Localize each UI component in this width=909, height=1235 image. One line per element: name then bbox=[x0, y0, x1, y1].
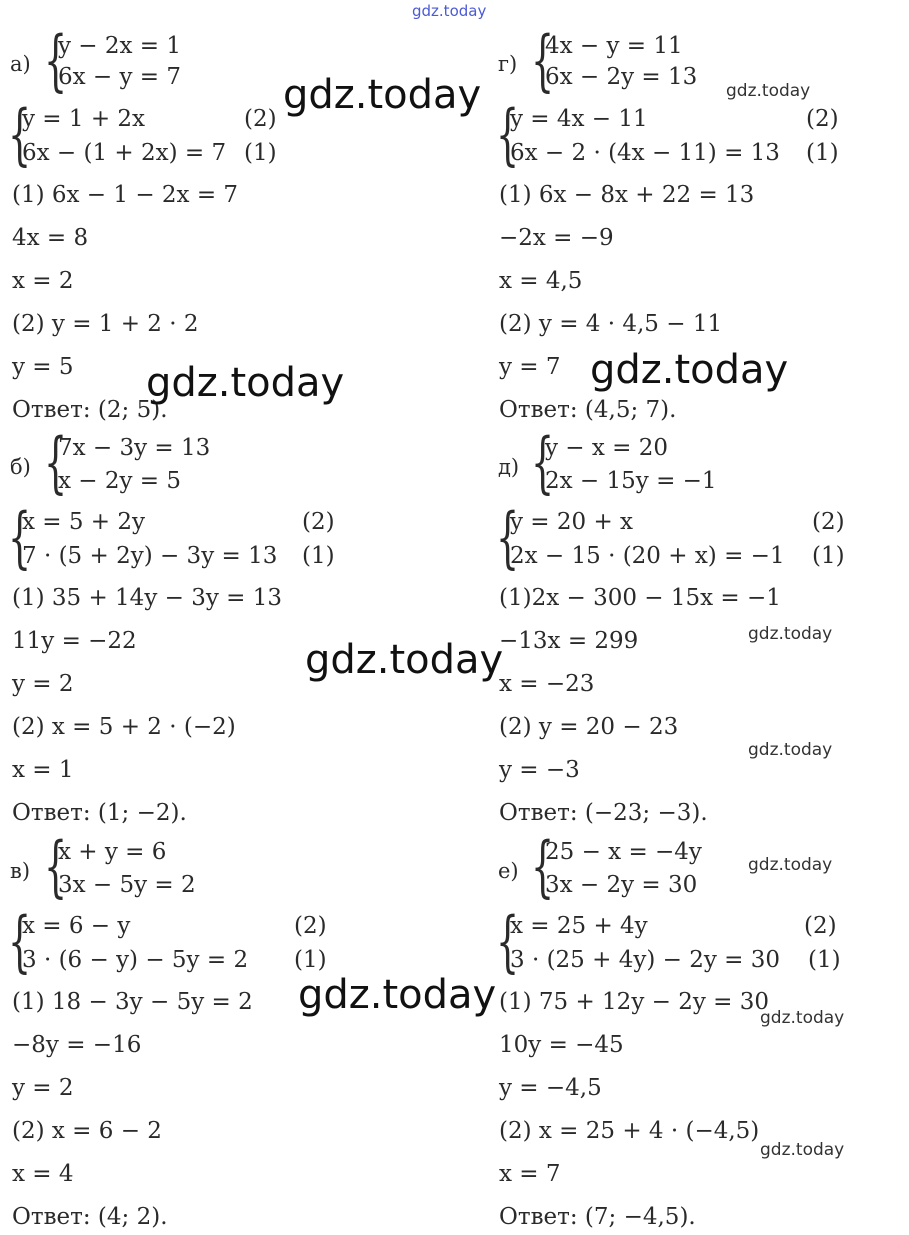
equation: y − x = 20 bbox=[545, 435, 669, 461]
system-brace: { bbox=[8, 499, 32, 576]
solution-step: y = 7 bbox=[499, 354, 561, 380]
system-brace: { bbox=[531, 424, 555, 501]
solution-step: 11y = −22 bbox=[12, 628, 137, 654]
watermark: gdz.today bbox=[726, 81, 811, 101]
solution-step: x = −23 bbox=[499, 671, 595, 697]
equation: 7 · (5 + 2y) − 3y = 13 bbox=[22, 543, 278, 569]
solution-step: (1) 35 + 14y − 3y = 13 bbox=[12, 585, 282, 611]
solution-step: (2) x = 5 + 2 · (−2) bbox=[12, 714, 236, 740]
problem-label-v: в) bbox=[10, 859, 31, 883]
answer: Ответ: (−23; −3). bbox=[499, 800, 708, 826]
solution-step: y = 2 bbox=[12, 1075, 74, 1101]
watermark: gdz.today bbox=[298, 972, 497, 1018]
equation-number: (1) bbox=[302, 543, 335, 569]
system-brace: { bbox=[531, 22, 555, 99]
equation: y = 4x − 11 bbox=[510, 106, 648, 132]
solution-step: (1)2x − 300 − 15x = −1 bbox=[499, 585, 781, 611]
solution-step: (2) y = 20 − 23 bbox=[499, 714, 679, 740]
solution-step: (1) 75 + 12y − 2y = 30 bbox=[499, 989, 769, 1015]
equation: x − 2y = 5 bbox=[58, 468, 182, 494]
equation-number: (2) bbox=[812, 509, 845, 535]
system-brace: { bbox=[496, 903, 520, 980]
solution-step: y = −4,5 bbox=[499, 1075, 602, 1101]
watermark: gdz.today bbox=[748, 855, 833, 875]
equation-number: (2) bbox=[302, 509, 335, 535]
solution-step: y = −3 bbox=[499, 757, 580, 783]
watermark-top: gdz.today bbox=[412, 2, 487, 20]
equation-number: (2) bbox=[294, 913, 327, 939]
watermark: gdz.today bbox=[283, 72, 482, 118]
solution-step: −13x = 299 bbox=[499, 628, 639, 654]
solution-step: 4x = 8 bbox=[12, 225, 89, 251]
solution-step: (2) x = 6 − 2 bbox=[12, 1118, 162, 1144]
equation: y − 2x = 1 bbox=[58, 33, 182, 59]
equation: x + y = 6 bbox=[58, 839, 167, 865]
equation: 3x − 2y = 30 bbox=[545, 872, 698, 898]
equation: x = 6 − y bbox=[22, 913, 131, 939]
system-brace: { bbox=[44, 22, 68, 99]
equation: x = 25 + 4y bbox=[510, 913, 648, 939]
equation-number: (1) bbox=[294, 947, 327, 973]
watermark: gdz.today bbox=[760, 1140, 845, 1160]
solution-step: (1) 18 − 3y − 5y = 2 bbox=[12, 989, 253, 1015]
solution-step: (1) 6x − 8x + 22 = 13 bbox=[499, 182, 755, 208]
solution-step: 10y = −45 bbox=[499, 1032, 624, 1058]
solution-step: x = 2 bbox=[12, 268, 74, 294]
problem-label-a: а) bbox=[10, 52, 31, 76]
solution-step: x = 4 bbox=[12, 1161, 74, 1187]
answer: Ответ: (7; −4,5). bbox=[499, 1204, 696, 1230]
solution-step: x = 4,5 bbox=[499, 268, 583, 294]
system-brace: { bbox=[44, 424, 68, 501]
equation-number: (1) bbox=[244, 140, 277, 166]
watermark: gdz.today bbox=[305, 637, 504, 683]
solution-step: (2) y = 1 + 2 · 2 bbox=[12, 311, 199, 337]
watermark: gdz.today bbox=[748, 740, 833, 760]
equation: 3x − 5y = 2 bbox=[58, 872, 196, 898]
watermark: gdz.today bbox=[590, 347, 789, 393]
equation: x = 5 + 2y bbox=[22, 509, 146, 535]
equation: 3 · (25 + 4y) − 2y = 30 bbox=[510, 947, 780, 973]
problem-label-d: д) bbox=[498, 455, 520, 479]
equation-number: (1) bbox=[808, 947, 841, 973]
equation: 2x − 15y = −1 bbox=[545, 468, 717, 494]
equation: 25 − x = −4y bbox=[545, 839, 702, 865]
equation-number: (1) bbox=[806, 140, 839, 166]
equation-number: (2) bbox=[806, 106, 839, 132]
system-brace: { bbox=[496, 96, 520, 173]
answer: Ответ: (4,5; 7). bbox=[499, 397, 677, 423]
solution-step: −8y = −16 bbox=[12, 1032, 142, 1058]
system-brace: { bbox=[8, 96, 32, 173]
equation: 4x − y = 11 bbox=[545, 33, 683, 59]
solution-step: y = 2 bbox=[12, 671, 74, 697]
solution-step: y = 5 bbox=[12, 354, 74, 380]
equation: 7x − 3y = 13 bbox=[58, 435, 211, 461]
solution-step: −2x = −9 bbox=[499, 225, 614, 251]
equation: 6x − 2 · (4x − 11) = 13 bbox=[510, 140, 780, 166]
answer: Ответ: (2; 5). bbox=[12, 397, 168, 423]
equation: y = 20 + x bbox=[510, 509, 634, 535]
equation: 2x − 15 · (20 + x) = −1 bbox=[510, 543, 785, 569]
equation: 6x − (1 + 2x) = 7 bbox=[22, 140, 227, 166]
equation-number: (2) bbox=[804, 913, 837, 939]
equation: y = 1 + 2x bbox=[22, 106, 146, 132]
watermark: gdz.today bbox=[146, 360, 345, 406]
equation-number: (1) bbox=[812, 543, 845, 569]
solution-step: (2) x = 25 + 4 · (−4,5) bbox=[499, 1118, 760, 1144]
equation-number: (2) bbox=[244, 106, 277, 132]
problem-label-b: б) bbox=[10, 455, 31, 479]
system-brace: { bbox=[8, 903, 32, 980]
problem-label-e: е) bbox=[498, 859, 519, 883]
solution-step: x = 1 bbox=[12, 757, 74, 783]
answer: Ответ: (4; 2). bbox=[12, 1204, 168, 1230]
watermark: gdz.today bbox=[748, 624, 833, 644]
equation: 6x − 2y = 13 bbox=[545, 64, 698, 90]
system-brace: { bbox=[531, 828, 555, 905]
watermark: gdz.today bbox=[760, 1008, 845, 1028]
equation: 6x − y = 7 bbox=[58, 64, 182, 90]
solution-step: (1) 6x − 1 − 2x = 7 bbox=[12, 182, 239, 208]
problem-label-g: г) bbox=[498, 52, 518, 76]
equation: 3 · (6 − y) − 5y = 2 bbox=[22, 947, 249, 973]
answer: Ответ: (1; −2). bbox=[12, 800, 187, 826]
solution-step: (2) y = 4 · 4,5 − 11 bbox=[499, 311, 723, 337]
solution-step: x = 7 bbox=[499, 1161, 561, 1187]
system-brace: { bbox=[44, 828, 68, 905]
system-brace: { bbox=[496, 499, 520, 576]
